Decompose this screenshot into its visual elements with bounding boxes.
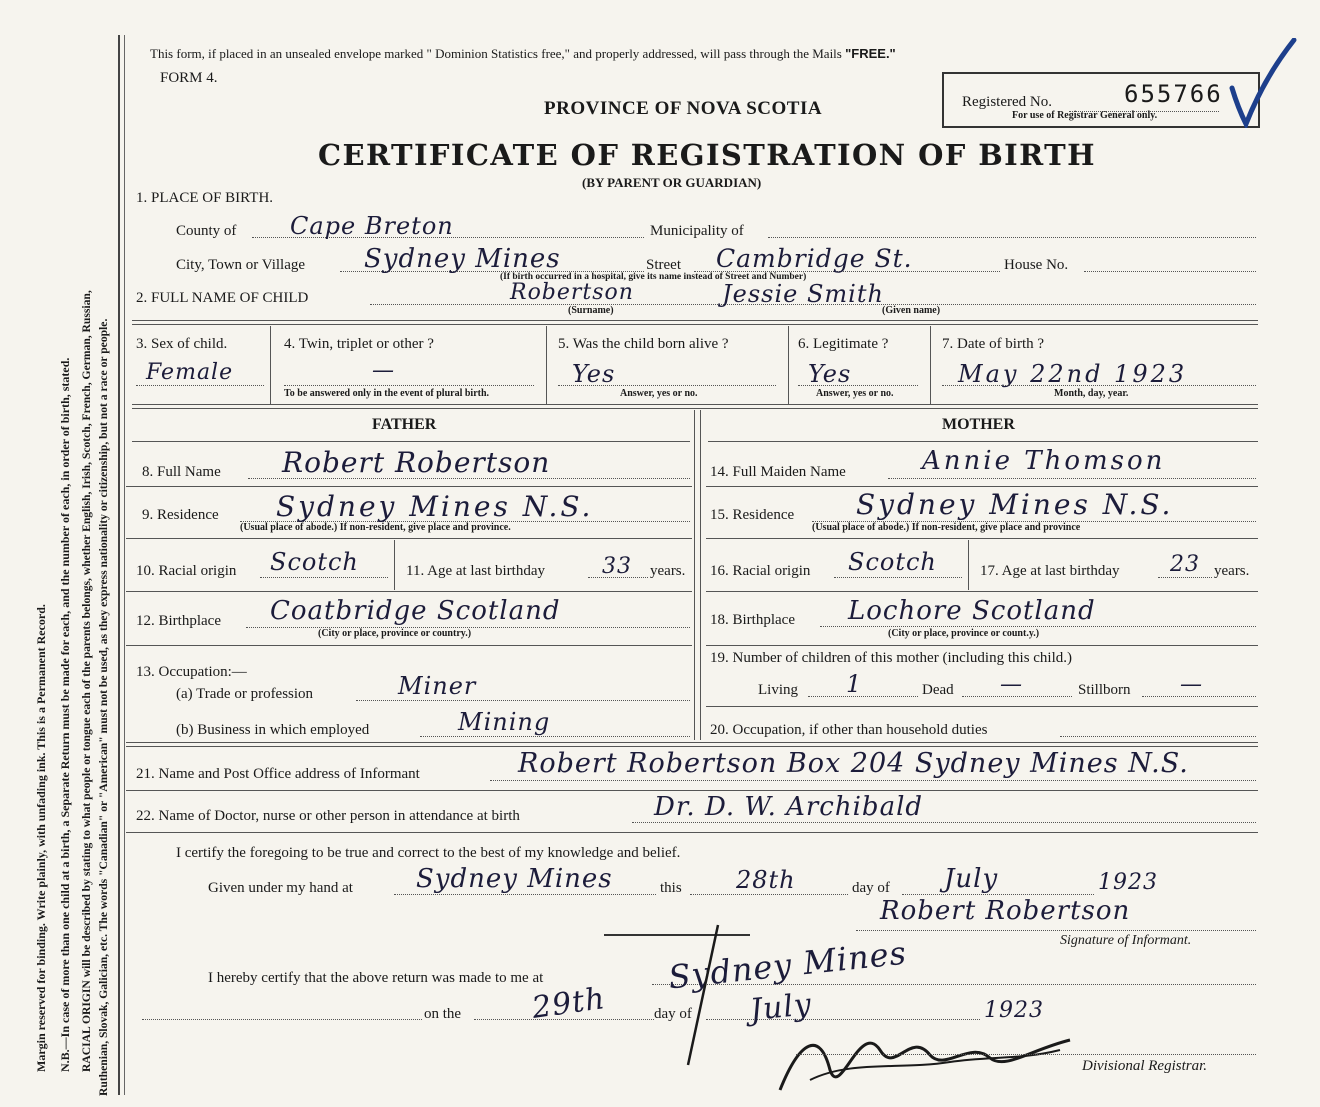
divider-6-7 — [930, 326, 931, 404]
given-label: Given under my hand at — [208, 880, 353, 896]
registered-box — [942, 72, 1260, 128]
mother-age-line — [1158, 577, 1212, 578]
father-res-value: Sydney Mines N.S. — [276, 490, 594, 523]
mother-race-divider — [968, 540, 969, 590]
mother-race-line — [834, 577, 962, 578]
informant-line — [490, 780, 1256, 781]
mother-rule-c — [706, 591, 1258, 592]
form-number: FORM 4. — [160, 70, 218, 86]
mother-rule-b — [706, 538, 1258, 539]
legit-value: Yes — [808, 360, 852, 388]
registrar-year: 1923 — [984, 998, 1044, 1023]
mother-birthplace-label: 18. Birthplace — [710, 612, 795, 628]
registrar-signature-line — [796, 1054, 1256, 1055]
legit-note: Answer, yes or no. — [816, 388, 894, 399]
registrar-caption: Divisional Registrar. — [1082, 1058, 1208, 1074]
this-label: this — [660, 880, 682, 896]
father-heading-rule — [132, 441, 690, 442]
sex-label: 3. Sex of child. — [136, 336, 228, 352]
stillborn-label: Stillborn — [1078, 682, 1131, 698]
father-res-label: 9. Residence — [142, 507, 219, 523]
father-birthplace-note: (City or place, province or country.) — [318, 628, 472, 639]
divider-5-6 — [788, 326, 789, 404]
child-given-name: Jessie Smith — [722, 280, 884, 308]
registrar-day-of: day of — [654, 1006, 692, 1022]
sex-value: Female — [146, 360, 234, 385]
mother-birthplace-note: (City or place, province or count.y.) — [888, 628, 1040, 639]
mother-name-value: Annie Thomson — [922, 446, 1166, 476]
this-value: 28th — [736, 866, 796, 894]
margin-note-1: Margin reserved for binding. Write plainly, with unfading ink. This is a Permanent Record. — [34, 604, 48, 1072]
street-value: Cambridge St. — [716, 244, 913, 273]
child-surname: Robertson — [510, 280, 634, 305]
margin-note-3: RACIAL ORIGIN will be described by stating to what people or tongue each of the parents belongs, whether English, Irish, Scotch, French, German, Russian, — [80, 290, 93, 1072]
dead-value: — — [1000, 672, 1023, 697]
doctor-line — [632, 822, 1256, 823]
house-label: House No. — [1004, 257, 1069, 273]
father-race-line — [260, 577, 388, 578]
dead-label: Dead — [922, 682, 954, 698]
certificate-subtitle: (BY PARENT OR GUARDIAN) — [582, 175, 762, 190]
trade-line — [356, 700, 690, 701]
father-race-divider — [394, 540, 395, 590]
legit-label: 6. Legitimate ? — [798, 336, 889, 352]
mother-res-label: 15. Residence — [710, 507, 795, 523]
mother-res-value: Sydney Mines N.S. — [856, 488, 1174, 521]
business-label: (b) Business in which employed — [176, 722, 370, 738]
mother-race-value: Scotch — [848, 548, 937, 576]
center-divider — [694, 410, 695, 740]
mother-years: years. — [1214, 563, 1250, 579]
doctor-value: Dr. D. W. Archibald — [654, 792, 924, 822]
municipality-label: Municipality of — [650, 223, 744, 239]
given-place-line — [394, 894, 656, 895]
father-race-value: Scotch — [270, 548, 359, 576]
rule-2 — [132, 404, 1258, 405]
divider-3-4 — [270, 326, 271, 404]
father-heading: FATHER — [372, 416, 437, 433]
trade-label: (a) Trade or profession — [176, 686, 314, 702]
signature-caption: Signature of Informant. — [1060, 933, 1192, 948]
dob-value: May 22nd 1923 — [958, 360, 1188, 388]
father-race-label: 10. Racial origin — [136, 563, 237, 579]
dob-note: Month, day, year. — [1054, 388, 1129, 399]
mother-heading-rule — [708, 441, 1258, 442]
registrar-mark-icon — [668, 920, 728, 1070]
informant-signature: Robert Robertson — [880, 896, 1131, 926]
mother-occupation-label: 20. Occupation, if other than household duties — [710, 722, 988, 738]
city-value: Sydney Mines — [364, 244, 561, 274]
street-label: Street — [646, 257, 681, 273]
father-rule-a — [126, 486, 692, 487]
sex-line — [136, 385, 264, 386]
mother-heading: MOTHER — [942, 416, 1015, 433]
trade-value: Miner — [398, 672, 477, 700]
rule-4 — [126, 790, 1258, 791]
registrar-month: July — [748, 986, 814, 1029]
mail-free: "FREE." — [845, 46, 896, 61]
mother-rule-a — [706, 486, 1258, 487]
registrar-day: 29th — [529, 981, 608, 1026]
province-title: PROVINCE OF NOVA SCOTIA — [544, 98, 823, 119]
rule-1b — [132, 324, 1258, 325]
rule-5 — [126, 832, 1258, 833]
father-age-value: 33 — [602, 554, 632, 579]
municipality-line — [768, 237, 1256, 238]
father-birthplace-value: Coatbridge Scotland — [270, 596, 561, 626]
business-value: Mining — [458, 708, 551, 736]
twin-label: 4. Twin, triplet or other ? — [284, 336, 434, 352]
mother-age-value: 23 — [1170, 552, 1200, 577]
alive-line — [558, 385, 776, 386]
dob-line — [942, 385, 1256, 386]
certify-statement: I certify the foregoing to be true and correct to the best of my knowledge and belief. — [176, 845, 681, 861]
mother-rule-e — [706, 706, 1258, 707]
father-birthplace-label: 12. Birthplace — [136, 613, 221, 629]
children-label: 19. Number of children of this mother (including this child.) — [710, 650, 1073, 666]
day-of-label: day of — [852, 880, 890, 896]
living-label: Living — [758, 682, 798, 698]
mother-age-label: 17. Age at last birthday — [980, 563, 1120, 579]
twin-line — [284, 385, 534, 386]
this-line — [690, 894, 848, 895]
dob-label: 7. Date of birth ? — [942, 336, 1045, 352]
registrar-statement: I hereby certify that the above return was made to me at — [208, 970, 544, 986]
occupation-label: 13. Occupation:— — [136, 664, 247, 680]
father-res-note: (Usual place of abode.) If non-resident, give place and province. — [240, 522, 511, 533]
center-divider-2 — [700, 410, 701, 740]
margin-note-2: N.B.—In case of more than one child at a birth, a Separate Return must be made for each, and the number of each, in order of birth, stated. — [58, 357, 72, 1072]
mother-rule-d — [706, 645, 1258, 646]
informant-value: Robert Robertson Box 204 Sydney Mines N.S. — [518, 748, 1189, 779]
father-age-label: 11. Age at last birthday — [406, 563, 545, 579]
registrar-line-left — [142, 1019, 422, 1020]
twin-value: — — [372, 358, 395, 383]
twin-note: To be answered only in the event of plural birth. — [284, 388, 490, 399]
father-name-value: Robert Robertson — [282, 446, 551, 479]
rule-3b — [126, 746, 1258, 747]
mother-occupation-line — [1060, 736, 1256, 737]
registered-label: Registered No. — [962, 94, 1052, 110]
doctor-label: 22. Name of Doctor, nurse or other person in attendance at birth — [136, 808, 520, 824]
signature-line — [856, 930, 1256, 931]
business-line — [420, 736, 690, 737]
mother-name-label: 14. Full Maiden Name — [710, 464, 846, 480]
father-rule-d — [126, 645, 692, 646]
mother-birthplace-value: Lochore Scotland — [848, 596, 1096, 626]
margin-rule — [118, 35, 120, 1095]
living-line — [808, 696, 918, 697]
rule-1 — [132, 320, 1258, 321]
year-value: 1923 — [1098, 870, 1158, 895]
surname-note: (Surname) — [568, 305, 614, 316]
street-note: (If birth occurred in a hospital, give its name instead of Street and Number) — [500, 272, 807, 282]
father-rule-c — [126, 591, 692, 592]
margin-rule-2 — [124, 35, 125, 1095]
house-line — [1084, 271, 1256, 272]
alive-note: Answer, yes or no. — [620, 388, 698, 399]
county-value: Cape Breton — [290, 212, 454, 240]
margin-note-4: Ruthenian, Slovak, Galician, etc. The words "Canadian" or "American" must not be used, as they express nationality or citizenship, but not a race or people. — [97, 318, 110, 1096]
mail-notice — [150, 46, 896, 62]
alive-value: Yes — [572, 360, 616, 388]
registrar-signature-icon — [770, 1010, 1080, 1100]
on-the-label: on the — [424, 1006, 462, 1022]
month-line — [902, 894, 1094, 895]
divider-4-5 — [546, 326, 547, 404]
informant-label: 21. Name and Post Office address of Informant — [136, 766, 420, 782]
county-label: County of — [176, 223, 237, 239]
given-note: (Given name) — [882, 305, 941, 316]
registrar-place-value: Sydney Mines — [666, 933, 909, 997]
city-label: City, Town or Village — [176, 257, 306, 273]
registrar-use-note: For use of Registrar General only. — [1012, 110, 1158, 121]
registered-number: 655766 — [1124, 80, 1223, 108]
mother-race-label: 16. Racial origin — [710, 563, 811, 579]
child-name-label: 2. FULL NAME OF CHILD — [136, 290, 309, 306]
mother-birthplace-line — [820, 626, 1256, 627]
legit-line — [798, 385, 918, 386]
alive-label: 5. Was the child born alive ? — [558, 336, 729, 352]
mother-res-note: (Usual place of abode.) If non-resident, give place and province — [812, 522, 1081, 533]
given-place-value: Sydney Mines — [416, 864, 613, 894]
living-value: 1 — [846, 670, 863, 698]
place-of-birth-heading: 1. PLACE OF BIRTH. — [136, 190, 274, 206]
father-name-label: 8. Full Name — [142, 464, 221, 480]
month-value: July — [944, 864, 999, 894]
rule-2b — [132, 408, 1258, 409]
certificate-title: CERTIFICATE OF REGISTRATION OF BIRTH — [318, 138, 1096, 172]
check-mark-icon — [1228, 38, 1298, 128]
mother-name-line — [888, 478, 1256, 479]
rule-3 — [126, 742, 1258, 743]
mail-notice-text: This form, if placed in an unsealed envelope marked " Dominion Statistics free," and properly addressed, will pass through the Mails — [150, 46, 842, 61]
father-years: years. — [650, 563, 686, 579]
father-rule-b — [126, 538, 692, 539]
stillborn-value: — — [1180, 672, 1203, 697]
